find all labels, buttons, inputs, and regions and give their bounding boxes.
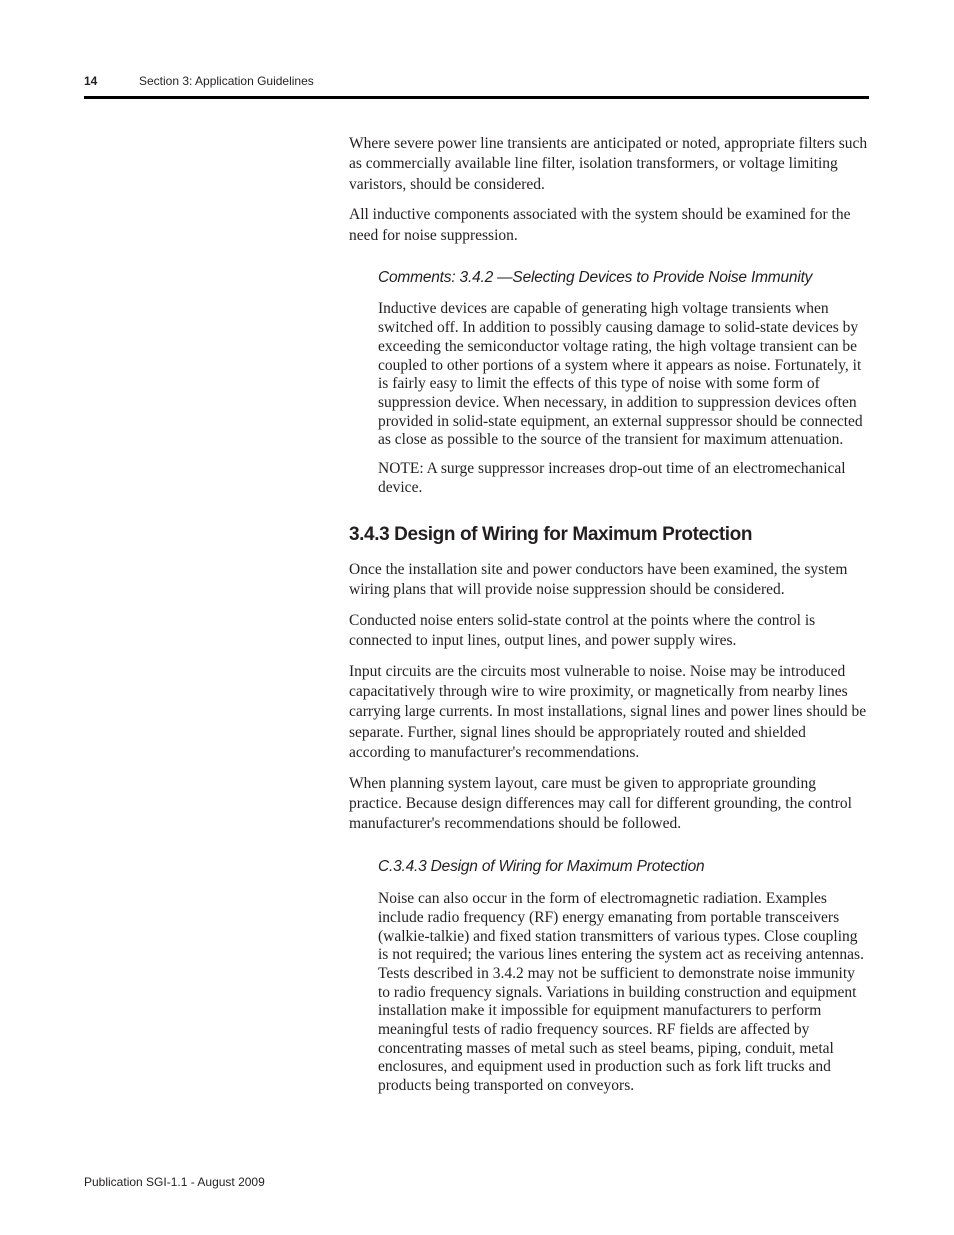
header-rule <box>84 96 869 99</box>
comment-text-3-4-2: Inductive devices are capable of generating high voltage transients when switched off. In addition to possibly causing damage to solid-state devices by exceeding the semiconductor voltage rating, the high voltage transient can be coupled to other portions of a system where it appears as noise. Fortunately, it is fairly easy to limit the effects of this type of noise with some form of suppression device. When necessary, in addition to suppression devices often provided in solid-state equipment, an external suppressor should be connected as close as possible to the source of the transient for maximum attenuation. <box>378 300 863 449</box>
paragraph-grounding: When planning system layout, care must be given to appropriate grounding practice. Because design differences may call for different grounding, the control manufacturer's recommendations should be followed. <box>349 774 852 833</box>
paragraph-input-circuits: Input circuits are the circuits most vulnerable to noise. Noise may be introduced capacitatively through wire to wire proximity, or magnetically from nearby lines carrying large currents. In most installations, signal lines and power lines should be separate. Further, signal lines should be appropriately routed and shielded according to manufacturer's recommendations. <box>349 662 867 762</box>
paragraph-filters: Where severe power line transients are anticipated or noted, appropriate filters such as commercially available line filter, isolation transformers, or voltage limiting varistors, should be considered. <box>349 135 868 193</box>
page-footer: Publication SGI-1.1 - August 2009 <box>84 1175 265 1189</box>
page-header <box>84 72 869 94</box>
paragraph-installation-site: Once the installation site and power conductors have been examined, the system wiring plans that will provide noise suppression should be considered. <box>349 560 848 599</box>
comment-heading-c-3-4-3: C.3.4.3 Design of Wiring for Maximum Protection <box>378 857 705 875</box>
page-number: 14 <box>84 74 98 88</box>
main-content <box>349 134 869 1096</box>
comment-note: NOTE: A surge suppressor increases drop-out time of an electromechanical device. <box>378 460 846 496</box>
paragraph-conducted-noise: Conducted noise enters solid-state control at the points where the control is connected to input lines, output lines, and power supply wires. <box>349 611 816 650</box>
comment-text-c-3-4-3: Noise can also occur in the form of electromagnetic radiation. Examples include radio frequency (RF) energy emanating from portable transceivers (walkie-talkie) and fixed station transmitters of various types. Close coupling is not required; the various lines entering the system act as receiving antennas. Tests described in 3.4.2 may not be sufficient to demonstrate noise immunity to radio frequency signals. Variations in building construction and equipment installation make it impossible for equipment manufacturers to perform meaningful tests of radio frequency sources. RF fields are affected by concentrating masses of metal such as steel beams, piping, conduit, metal enclosures, and equipment used in production such as fork lift trucks and products being transported on conveyors. <box>378 890 864 1095</box>
section-heading-3-4-3: 3.4.3 Design of Wiring for Maximum Protection <box>349 524 753 546</box>
comment-heading-3-4-2: Comments: 3.4.2 —Selecting Devices to Provide Noise Immunity <box>378 269 813 287</box>
running-section-title: Section 3: Application Guidelines <box>139 74 314 88</box>
paragraph-inductive-components: All inductive components associated with the system should be examined for the need for noise suppression. <box>349 206 851 244</box>
